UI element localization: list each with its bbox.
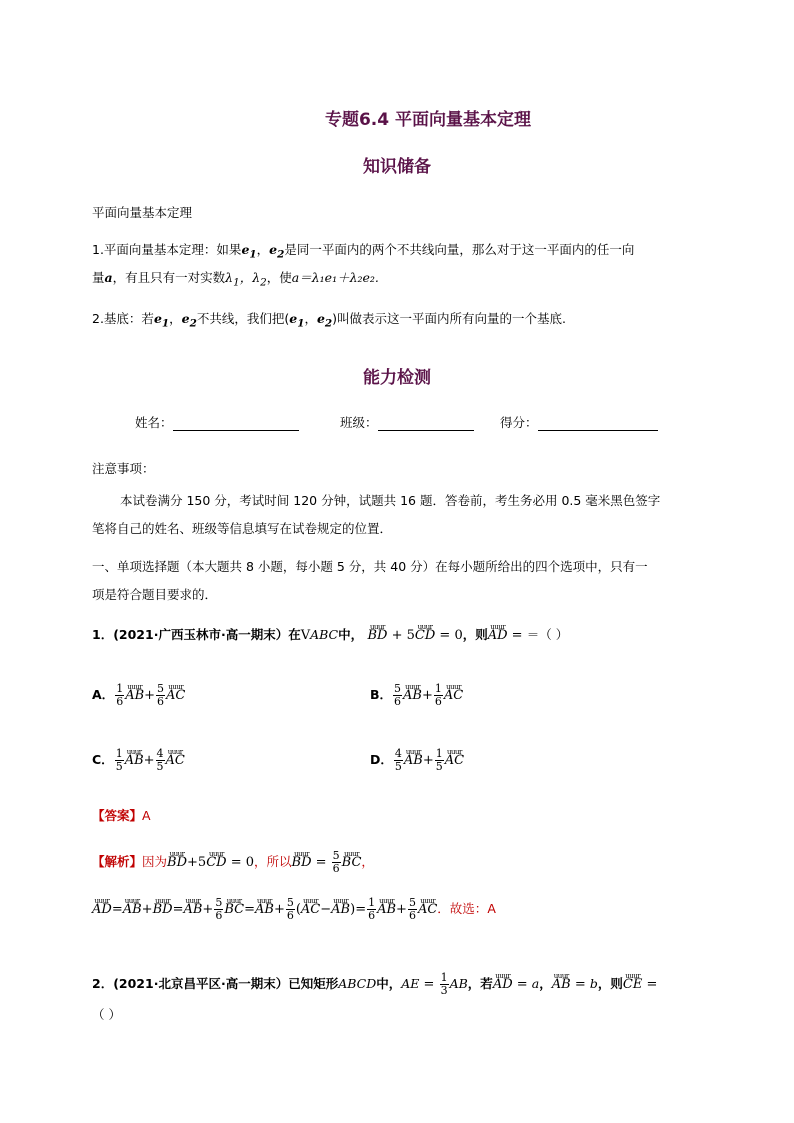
topic-label: 平面向量基本定理 [92, 205, 193, 220]
score-field [500, 413, 658, 431]
class-blank[interactable] [378, 418, 474, 431]
option-c[interactable]: C． $\frac{1}{5}$ uuur AB+ $\frac{4}{5}$ uuur AC [92, 748, 185, 773]
theorem-formula: a＝λ₁e₁＋λ₂e₂. [291, 270, 379, 285]
question-1: 1．(2021·广西玉林市·高一期末）在VABC中， uuur BD + 5uuur CD = 0，则uuur AD = ＝（ ） [92, 625, 568, 646]
section-intro-2: 项是符合题目要求的． [92, 587, 218, 602]
theorem-line-2: 量a，有且只有一对实数$\lambda_1$，$\lambda_2$，使a＝λ₁e₁＋λ₂e₂. [92, 270, 379, 289]
name-blank[interactable] [173, 418, 299, 431]
e1-symbol: $e_1$ [241, 242, 257, 261]
option-a[interactable]: A． $\frac{1}{6}$ uuur AB+ $\frac{5}{6}$ uuur AC [92, 683, 185, 708]
section-heading-ability: 能力检测 [363, 368, 431, 388]
page-title: 专题6.4 平面向量基本定理 [324, 110, 532, 130]
theorem-text: 1.平面向量基本定理：如果 [92, 242, 242, 257]
name-field [135, 413, 299, 431]
basis-line: 2.基底：若$e_1$，$e_2$不共线，我们把($e_1$，$e_2$)叫做表示这一平面内所有向量的一个基底. [92, 311, 567, 330]
notice-body-2: 笔将自己的姓名、班级等信息填写在试卷规定的位置． [92, 521, 393, 536]
score-label: 得分： [500, 415, 538, 430]
option-b[interactable]: B． $\frac{5}{6}$ uuur AB+ $\frac{1}{6}$ uuur AC [370, 683, 463, 708]
theorem-line-1: 1.平面向量基本定理：如果$e_1$，$e_2$是同一平面内的两个不共线向量，那么对于这一平面内的任一向 [92, 242, 635, 261]
answer-line: 【答案】A [92, 808, 151, 823]
notice-title: 注意事项： [92, 461, 155, 476]
section-heading-knowledge: 知识储备 [363, 157, 431, 177]
analysis-line-2: uuur AD=uuur AB+uuur BD=uuur AB+ $\frac{5}{6}$ uuur BC=uuur AB+ $\frac{5}{6}$ (uuur AC−uuur AB)= $\frac{1}{6}$ uuur AB+ $\frac{5}{6}$ uuur AC．故选：A [92, 897, 496, 922]
name-label: 姓名： [135, 415, 173, 430]
class-field [340, 413, 474, 431]
e2-symbol: $e_2$ [269, 242, 285, 261]
class-label: 班级： [340, 415, 378, 430]
option-d[interactable]: D． $\frac{4}{5}$ uuur AB+ $\frac{1}{5}$ uuur AC [370, 748, 464, 773]
score-blank[interactable] [538, 418, 658, 431]
analysis-line-1: 【解析】因为uuur BD+5uuur CD = 0，所以uuur BD = $\frac{5}{6}$ uuur BC， [92, 850, 374, 875]
question-2: 2．(2021·北京昌平区·高一期末）已知矩形ABCD中，AE = $\frac{1}{3}$ AB，若uuur AD = a，uuur AB = b，则uuur CE = [92, 972, 657, 997]
question-2-paren: （ ） [92, 1007, 121, 1022]
notice-body-1: 本试卷满分 150 分，考试时间 120 分钟，试题共 16 题．答卷前，考生务必用 0.5 毫米黑色签字 [120, 493, 661, 508]
section-intro-1: 一、单项选择题（本大题共 8 小题，每小题 5 分，共 40 分）在每小题所给出的四个选项中，只有一 [92, 559, 648, 574]
